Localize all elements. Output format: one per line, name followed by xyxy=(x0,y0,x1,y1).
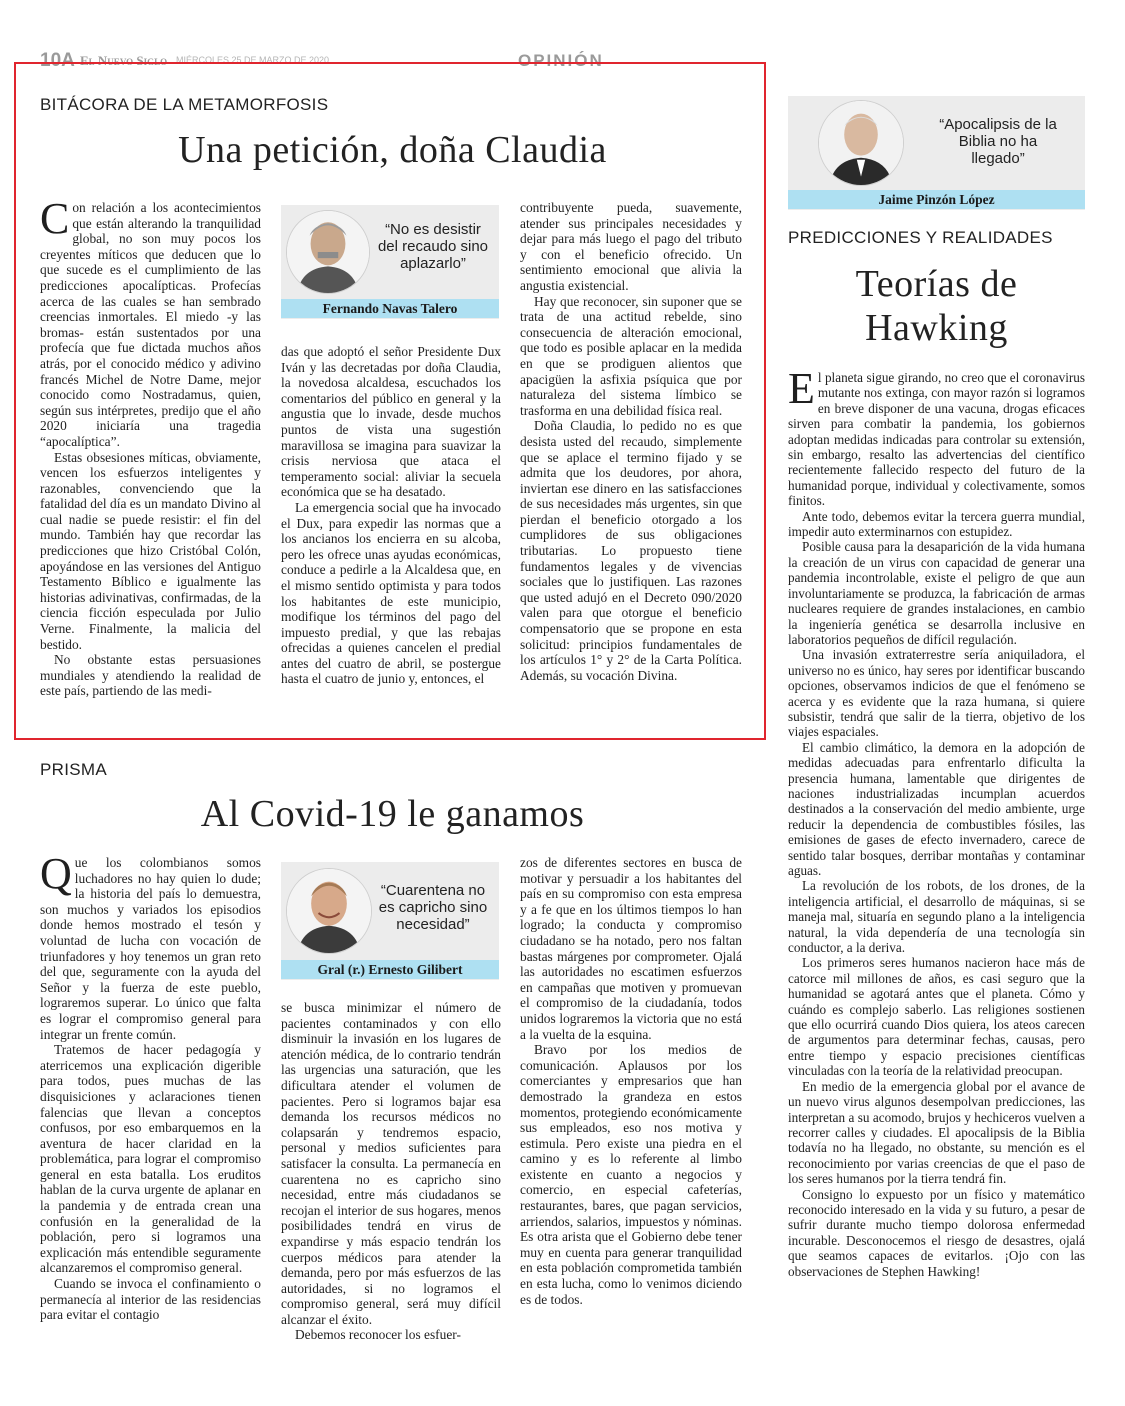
paragraph: Bravo por los medios de comunicación. Aplausos por los comerciantes y empresarios que han demostrado la grandeza en estos momentos, protegiendo económicamente sus empleados, eso nos motiva y estimula. Pero existe una piedra en el camino y es lo referente al limbo existente en cuanto a negocios y comercio, en especial cafeterías, restaurantes, bares, que pagan servicios, arriendos, salarios, impuestos y nóminas. Es otra arista que el Gobierno debe tener muy en cuenta para generar tranquilidad en esta población comprometida también en esta lucha, como lo venimos diciendo es de todos. xyxy=(520,1042,742,1307)
article-3-quote-box xyxy=(281,862,499,980)
author-byline: Gral (r.) Ernesto Gilibert xyxy=(281,960,499,979)
paragraph: En medio de la emergencia global por el avance de un nuevo virus algunos desempolvan predicciones, las interpretan a su acomodo, brujos y hechiceros vuelven a recorrer calles y ciudades. El apocalipsis de la Biblia todavía no ha llegado, no obstante, su mención es el reconocimiento por varias creencias de que el paso de los seres humanos por la tierra tendrá fin. xyxy=(788,1078,1085,1187)
paragraph: zos de diferentes sectores en busca de motivar y persuadir a los habitantes del país en su compromiso con esta empresa y a fe que en los últimos tiempos lo han logrado; la conducta y compromiso ciudadano se ha notado, pero nos faltan bastas márgenes por comprometer. Ojalá las autoridades no escatimen esfuerzos en campañas que motiven y promuevan el compromiso de la ciudadanía, todos unidos lograremos la victoria que no está a la vuelta de la esquina. xyxy=(520,855,742,1042)
article-1-kicker: BITÁCORA DE LA METAMORFOSIS xyxy=(40,95,329,114)
article-2-kicker: PREDICCIONES Y REALIDADES xyxy=(788,228,1053,247)
article-3-column-3 xyxy=(520,855,742,1307)
issue-date: MIÉRCOLES 25 DE MARZO DE 2020 xyxy=(176,55,330,65)
paragraph: contribuyente pueda, suavemente, atender sus principales necesidades y dejar para más luego el pago del tributo y con el beneficio ofrecido. Un sentimiento emocional que alivia la angustia existencial. xyxy=(520,200,742,293)
pull-quote: “Apocalipsis de la Biblia no ha llegado” xyxy=(939,116,1057,167)
paragraph: No obstante estas persuasiones mundiales y atendiendo la realidad de este país, partiendo de las medi- xyxy=(40,652,261,699)
paragraph: La revolución de los robots, de los drones, de la inteligencia artificial, el desarrollo de máquinas, si se maneja mal, situaría en segundo plano a la inteligencia natural, la vida dependería de una tecnología sin conductor, a la deriva. xyxy=(788,878,1085,956)
paragraph: on relación a los acontecimientos que están alterando la tranquilidad global, no son muy pocos los creyentes míticos que deducen que lo que sucede es el cumplimiento de las predicciones apocalípticas. Profecías acerca de las cuales se han sembrado creencias inmortales. El miedo -y las bromas- están sustentados por una profecía que fue dictada muchos años atrás, por el conocido médico y adivino francés Michel de Notre Dame, mejor conocido como Nostradamus, quien, según sus intérpretes, predijo que el año 2020 iniciaría una tragedia “apocalíptica”. xyxy=(40,200,261,449)
headline-line: Hawking xyxy=(865,307,1008,349)
person-icon xyxy=(819,101,903,185)
paragraph: Los primeros seres humanos nacieron hace más de catorce mil millones de años, es casi seguro que la humanidad se agotará antes que el planeta. Cómo y cuándo es complejo saberlo. Las religiones sostienen que ello ocurrirá cuando Dios quiera, los ateos carecen de argumentos para determinar fechas, causas, pero entre tiempo y espacio precisiones científicas vinculadas con la teoría de la relatividad preocupan. xyxy=(788,955,1085,1079)
drop-cap: C xyxy=(40,194,70,243)
paragraph: El cambio climático, la demora en la adopción de medidas adecuadas para enfrentarlo dificulta la presencia humana, lamentable que dirigentes de naciones industrializadas incumplan acuerdos destinados a la conservación del medio ambiente, urge reducir la dependencia de combustibles fósiles, las emisiones de gases de efecto invernadero, carece de sentido talar bosques, derribar montañas y contaminar aguas. xyxy=(788,739,1085,878)
article-2-headline xyxy=(788,262,1085,350)
paragraph: Ante todo, debemos evitar la tercera guerra mundial, impedir auto exterminarnos con estupidez. xyxy=(788,508,1085,540)
article-1-headline: Una petición, doña Claudia xyxy=(178,129,607,171)
paper-name: El Nuevo Siglo xyxy=(80,53,168,68)
author-portrait xyxy=(286,868,372,954)
article-3-column-1 xyxy=(40,849,261,1323)
paragraph: Consigno lo expuesto por un físico y matemático reconocido interesado en la vida y su futuro, a pesar de sufrir durante mucho tiempo dolorosa enfermedad incurable. Desconocemos el riesgo de desastres, ojalá que seamos capaces de evitarlos. ¡Ojo con las observaciones de Stephen Hawking! xyxy=(788,1186,1085,1279)
paragraph: l planeta sigue girando, no creo que el coronavirus mutante nos extinga, con mayor razón si logramos en breve disponer de una vacuna, drogas eficaces sirven para combatir la pandemia, los gobiernos adoptan medidas indicadas para controlar su extensión, sin embargo, resalto las advertencias del científico recientemente fallecido respecto del futuro de la humanidad porque, individual y colectivamente, somos finitos. xyxy=(788,370,1085,509)
article-2-body xyxy=(788,364,1085,1279)
paragraph: ue los colombianos somos luchadores no hay quien lo dude; la historia del país lo demuestra, son muchos y variados los episodios donde hemos mostrado el tesón y voluntad de lucha con vocación de triunfadores y hoy tenemos un gran reto del que, seguramente con la ayuda del Señor y la fuerza de este pueblo, lograremos superar. Lo único que falta es lograr el compromiso general para integrar un frente común. xyxy=(40,855,261,1042)
article-2-quote-box xyxy=(788,96,1085,210)
paragraph: Cuando se invoca el confinamiento o permanecía al interior de las residencias para evitar el contagio xyxy=(40,1276,261,1323)
paragraph: Una invasión extraterrestre sería aniquiladora, el universo no es único, hay seres por identificar buscando opciones, observamos indicios de que el fenómeno se acerca y es evidente que la raza humana, si quiere subsistir, tendrá que salir de la tierra, objetivo de los viajes espaciales. xyxy=(788,647,1085,740)
drop-cap: Q xyxy=(40,849,72,898)
section-name: OPINIÓN xyxy=(518,51,604,70)
article-3-kicker: PRISMA xyxy=(40,760,107,779)
paragraph: Doña Claudia, lo pedido no es que desista usted del recaudo, simplemente que se aplace el termino fijado y se admita que los deudores, por ahora, inviertan ese dinero en las satisfacciones de sus necesidades más urgentes, sin que pierdan el beneficio otorgado a los cumplidores de sus obligaciones tributarias. Lo propuesto tiene fundamentos legales y de vivencias sociales que lo justifiquen. Las razones que usted adujó en el Decreto 090/2020 valen para que otorgue el beneficio compensatorio que se propone en esta solicitud: principios fundamentales de los artículos 1° y 2° de la Carta Política. Además, su vocación Divina. xyxy=(520,418,742,683)
paragraph: das que adoptó el señor Presidente Dux Iván y las decretadas por doña Claudia, la novedosa alcaldesa, escuchados los comentarios del público en general y la angustia que lo invade, desde muchos puntos de vista una sugestión maravillosa se imagina para suavizar la crisis nerviosa que ataca el temperamento social: aliviar la secuela económica que se ha desatado. xyxy=(281,344,501,500)
article-3-column-2 xyxy=(281,1000,501,1343)
paragraph: Hay que reconocer, sin suponer que se trata de una actitud rebelde, sino consecuencia de alteración emocional, que todo es posible aplacar en la medida en que se prodiguen alientos que apacigüen la asfixia psíquica que por naturaleza del sistema límbico se trasforma en una debilidad física real. xyxy=(520,293,742,418)
paragraph: Debemos reconocer los esfuer- xyxy=(295,1327,461,1343)
highlight-frame xyxy=(14,62,766,740)
paragraph: La emergencia social que ha invocado el Dux, para expedir las normas que a los ancianos los encierra en su alcoba, pero les ofrece unas ayudas económicas, conduce a pedirle a la Alcaldesa que, en el mismo sentido optimista y para todos los habitantes de este municipio, modifique los términos del pago del impuesto predial, y que las rebajas ofrecidas a quienes cancelen el predial antes del cuatro de abril, se postergue hasta el cuatro de junio y, entonces, el xyxy=(281,499,501,687)
headline-line: Teorías de xyxy=(855,263,1018,305)
person-icon xyxy=(287,869,371,953)
drop-cap: E xyxy=(788,364,815,413)
page-number: 10A xyxy=(40,50,75,71)
paragraph: Posible causa para la desaparición de la vida humana la creación de un virus con capacidad de generar una pandemia incontrolable, existe el peligro de que aun involuntariamente se produzca, la fabricación de armas nucleares requiere de grandes instalaciones, en cambio la ingeniería genética se desarrolla inclusive en laboratorios pequeños de difícil regulación. xyxy=(788,539,1085,647)
paragraph: Estas obsesiones míticas, obviamente, vencen los esfuerzos inteligentes y razonables, convenciendo que la fatalidad del día es un mandato Divino al cual nadie se puede resistir: el fin del mundo. También hay que recordar las predicciones que hizo Cristóbal Colón, apoyándose en las versiones del Antiguo Testamento Bíblico e igualmente las historias adivinativas, confirmadas, de la ciencia ficción especulada por Julio Verne. Finalmente, la malicia del bestido. xyxy=(40,449,261,652)
pull-quote: “Cuarentena no es capricho sino necesidad” xyxy=(378,882,488,933)
author-portrait xyxy=(818,100,904,186)
author-byline: Fernando Navas Talero xyxy=(281,299,499,318)
paragraph: se busca minimizar el número de pacientes contaminados y con ello disminuir la invasión en los lugares de atención médica, de lo contrario tendrán las urgencias una saturación, que les dificultara atender el volumen de pacientes. Pero si logramos bajar esa demanda los recursos médicos no colapsarán y tendremos espacio, personal y medios suficientes para satisfacer la consulta. La permanecía en cuarentena no es capricho sino necesidad, entre más ciudadanos se recojan el interior de sus hogares, menos posibilidades tendrá en virus de expandirse y más espacio tendrán los cuerpos médicos para atender la demanda, pero por más esfuerzos de las autoridades, si no logramos el compromiso general, será muy difícil alcanzar el éxito. xyxy=(281,1000,501,1327)
pull-quote: “No es desistir del recaudo sino aplazarlo” xyxy=(377,221,489,272)
article-3-headline: Al Covid-19 le ganamos xyxy=(200,793,585,835)
author-byline: Jaime Pinzón López xyxy=(788,190,1085,209)
paragraph: Tratemos de hacer pedagogía y aterricemos una explicación digerible para todos, pues muchas de las disquisiciones y aclaraciones tienen falencias que llevan a conceptos confusos, por eso embarquemos en la aventura de hacer claridad en la problemática, para lograr el compromiso general en esta batalla. Los eruditos hablan de la curva urgente de aplanar en la pandemia y de entrada crean una confusión en la generalidad de la población, pero si logramos una explicación más entendible seguramente alcanzaremos el compromiso general. xyxy=(40,1042,261,1276)
